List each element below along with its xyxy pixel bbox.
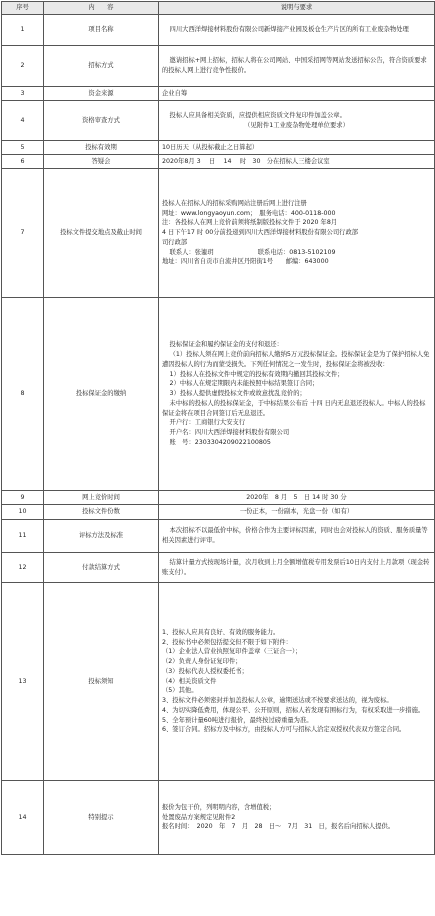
table-row bbox=[2, 553, 435, 583]
desc-line: 3、投标文件必须密封并加盖投标人公章，逾期送达或不按要求送达的，视为废标。 bbox=[162, 697, 393, 705]
table-row bbox=[2, 505, 435, 520]
desc-line: 报名时间： 2020 年 7 月 28 日～ 7月 31 日，报名后向招标人提供。 bbox=[162, 823, 395, 831]
desc-line: 10日历天（从投标截止之日算起） bbox=[162, 143, 259, 151]
desc-line: 账 号：2303304209022100805 bbox=[169, 438, 271, 446]
desc-line: 未中标的投标人的投标保证金，于中标结果公布后 十四 日内无息退还投标人。中标人的投标保证金将在项目合同签订后无息退还。 bbox=[162, 399, 426, 417]
row-desc bbox=[159, 553, 435, 583]
desc-line: 2）中标人在规定期限内未能按照中标结果签订合同； bbox=[169, 380, 319, 388]
row-desc bbox=[159, 298, 435, 491]
row-no: 12 bbox=[2, 553, 44, 583]
desc-line: 联系人：张鎏玥 联系电话：0813-5102109 bbox=[169, 248, 336, 256]
bid-notice-table bbox=[1, 1, 435, 855]
row-desc bbox=[159, 46, 435, 87]
table-row bbox=[2, 298, 435, 491]
table-row bbox=[2, 491, 435, 505]
desc-line: 6、签订合同。招标方及中标方，由投标人方可与招标人洽定双授权代表双方签定合同。 bbox=[162, 726, 406, 734]
desc-line: 2020年 8 月 5 日 14 时 30 分 bbox=[246, 493, 347, 501]
table-row bbox=[2, 155, 435, 169]
desc-line: 报价为包干价，列明明内容，含增值税； bbox=[162, 803, 276, 811]
row-desc bbox=[159, 169, 435, 298]
desc-line: 处置废品方案规定见附件2 bbox=[162, 813, 236, 821]
row-desc bbox=[159, 583, 435, 781]
table-row bbox=[2, 169, 435, 298]
row-no: 5 bbox=[2, 141, 44, 155]
row-no: 8 bbox=[2, 298, 44, 491]
desc-line: （3）投标代表人授权委托书； bbox=[162, 667, 248, 675]
row-item: 投标保证金的缴纳 bbox=[44, 298, 159, 491]
desc-line: 1）投标人在投标文件中规定的投标有效期内撤回其投标文件； bbox=[169, 370, 344, 378]
table-row bbox=[2, 520, 435, 553]
row-no: 4 bbox=[2, 101, 44, 141]
desc-line: 本次招标不以最低价中标，价格合作为主要评标因素，同时也会对投标人的资质、服务质量等相关因素进行评审。 bbox=[162, 527, 428, 544]
row-item: 付款结算方式 bbox=[44, 553, 159, 583]
desc-line: （4）相关资质文件 bbox=[162, 677, 217, 685]
row-no: 3 bbox=[2, 87, 44, 101]
row-desc bbox=[159, 141, 435, 155]
desc-line: 四川大西洋焊接材料股份有限公司新焊接产业园及板仓生产片区的所有工业废杂物处理 bbox=[169, 26, 409, 34]
row-no: 9 bbox=[2, 491, 44, 505]
desc-line: 4、为切实降低费用，体现公平、公开原则，招标人若发现有围标行为，有权采取进一步措施。 bbox=[162, 706, 425, 714]
header-content: 内 容 bbox=[44, 2, 159, 15]
desc-line: 2020年8月 3 日 14 时 30 分在招标人三楼会议室 bbox=[162, 157, 330, 165]
row-item: 投标文件份数 bbox=[44, 505, 159, 520]
desc-line: （2）负责人身份证复印件； bbox=[162, 658, 242, 666]
row-desc bbox=[159, 505, 435, 520]
table-row bbox=[2, 46, 435, 87]
row-desc bbox=[159, 87, 435, 101]
desc-line: （见附件1工业废杂物处理单位要求） bbox=[244, 121, 349, 129]
row-no: 2 bbox=[2, 46, 44, 87]
table-row bbox=[2, 781, 435, 855]
row-desc bbox=[159, 781, 435, 855]
desc-line: 开户名：四川大西洋焊接材料股份有限公司 bbox=[169, 429, 290, 437]
row-desc bbox=[159, 491, 435, 505]
row-no: 14 bbox=[2, 781, 44, 855]
row-item: 招标方式 bbox=[44, 46, 159, 87]
desc-line: 结算计量方式按现场计量，次月收到上月全额增值税专用发票后10日内支付上月款项（现金转账支付）。 bbox=[162, 558, 430, 576]
table-header-row bbox=[2, 2, 435, 15]
table-row bbox=[2, 583, 435, 781]
table-row bbox=[2, 101, 435, 141]
desc-line: 注：各投标人在网上竞价前须将纸制版投标文件于 2020 年8月 bbox=[162, 219, 338, 227]
desc-line: 投标保证金和履约保证金的支付和退还： bbox=[169, 341, 283, 349]
table-row bbox=[2, 15, 435, 46]
desc-line: 投标人在招标人的招标采购网站注册后网上进行注册 bbox=[162, 199, 307, 207]
desc-line: 一份正本，一份副本，光盘一份（如有） bbox=[239, 508, 354, 516]
row-item: 资金来源 bbox=[44, 87, 159, 101]
row-no: 7 bbox=[2, 169, 44, 298]
header-no: 序号 bbox=[2, 2, 44, 15]
table-row bbox=[2, 87, 435, 101]
desc-line: 3）投标人提供虚假投标文件或故意扰乱竞价的； bbox=[169, 390, 306, 398]
row-item: 特别提示 bbox=[44, 781, 159, 855]
header-desc: 说明与要求 bbox=[159, 2, 435, 15]
row-item: 投标文件提交地点及截止时间 bbox=[44, 169, 159, 298]
row-desc bbox=[159, 155, 435, 169]
desc-line: 2、投标书中必须包括提交但不限于如下附件： bbox=[162, 638, 292, 646]
row-item: 投标有效期 bbox=[44, 141, 159, 155]
desc-line: 5、全年预计量60吨进行报价，最终按过磅重量为准。 bbox=[162, 716, 313, 724]
desc-line: 网址：www.longyaoyun.com； 服务电话：400-0118-000 bbox=[162, 209, 336, 217]
desc-line: 地址：四川省自贡市自流井区丹阳街1号 邮编：643000 bbox=[162, 258, 329, 266]
row-desc bbox=[159, 520, 435, 553]
row-item: 项目名称 bbox=[44, 15, 159, 46]
desc-line: （5）其他。 bbox=[162, 687, 198, 695]
row-item: 投标须知 bbox=[44, 583, 159, 781]
desc-line: 4 日下午17 时 00分前投递到四川大西洋焊接材料股份有限公司行政部 bbox=[162, 229, 359, 237]
desc-line: 1、投标人应具有良好、有效的服务能力。 bbox=[162, 628, 280, 636]
row-no: 1 bbox=[2, 15, 44, 46]
row-no: 6 bbox=[2, 155, 44, 169]
desc-line: （1）投标人须在网上竞价前向招标人缴纳5万元投标保证金。投标保证金是为了保护招标人免遭因投标人的行为而蒙受损失。下列任何情况之一发生时，投标保证金将被没收： bbox=[162, 351, 430, 368]
row-desc bbox=[159, 101, 435, 141]
row-item: 评标方法及标准 bbox=[44, 520, 159, 553]
row-no: 11 bbox=[2, 520, 44, 553]
row-desc bbox=[159, 15, 435, 46]
row-item: 资格审查方式 bbox=[44, 101, 159, 141]
desc-line: 企业自筹 bbox=[162, 89, 188, 97]
desc-line: 司行政部 bbox=[162, 238, 188, 246]
row-item: 网上竞价时间 bbox=[44, 491, 159, 505]
desc-line: 开户行：工商银行大安支行 bbox=[169, 419, 246, 427]
desc-line: （1）企业法人营业执照复印件盖章（三证合一）； bbox=[162, 648, 302, 656]
table-row bbox=[2, 141, 435, 155]
row-item: 答疑会 bbox=[44, 155, 159, 169]
desc-line: 邀请招标+网上招标，招标人将在公司网站、中国采招网等网站发送招标公告，符合资质要求的投标人网上进行竞争性报价。 bbox=[162, 57, 427, 74]
desc-line: 投标人应具备相关资质，应提供相应资质文件复印件加盖公章。 bbox=[169, 111, 346, 119]
row-no: 13 bbox=[2, 583, 44, 781]
row-no: 10 bbox=[2, 505, 44, 520]
